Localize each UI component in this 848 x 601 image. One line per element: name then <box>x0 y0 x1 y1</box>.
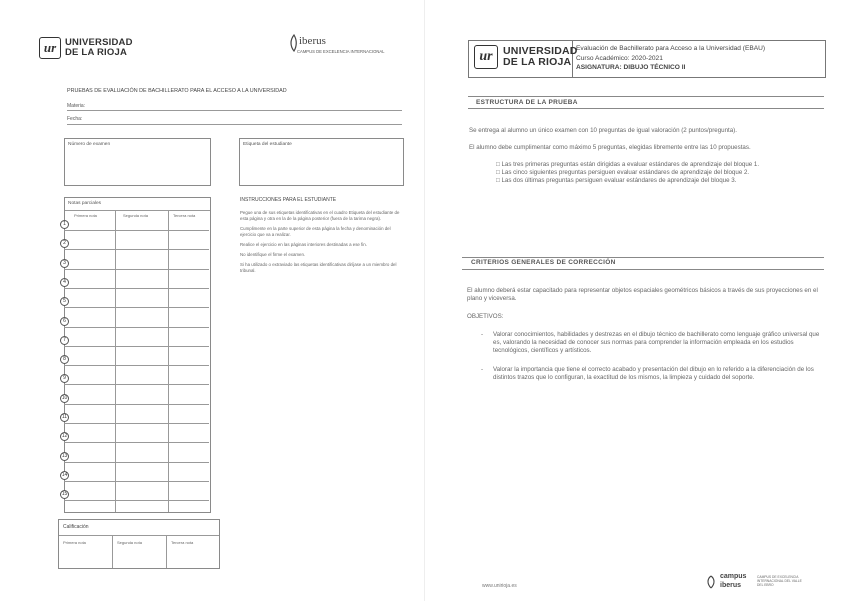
exam-number-label: Número de examen <box>68 142 111 147</box>
objective-text: Valorar la importancia que tiene el correcto acabado y presentación del dibujo en lo referido a la diferenciación de los distintos trazos que lo configuran, la exactitud de los mismos, la limpieza y cuidado del soporte. <box>493 366 814 381</box>
section1-rule-bottom <box>468 108 824 109</box>
header-subject: ASIGNATURA: DIBUJO TÉCNICO II <box>576 64 686 71</box>
question-number-circle: 13 <box>61 452 68 459</box>
question-number-circle: 7 <box>60 336 69 345</box>
question-number-circle: 15 <box>61 491 68 498</box>
bullet-marker: □ <box>496 177 502 184</box>
bullet-text: Las dos últimas preguntas persiguen evaluar estándares de aprendizaje del bloque 3. <box>501 177 737 184</box>
campus-swirl-icon <box>705 575 717 589</box>
grade-row-line <box>64 481 209 482</box>
instruction-item: No identifique el firme el examen. <box>240 252 306 257</box>
grade-row-line <box>64 288 209 289</box>
field-fecha-line <box>67 124 402 125</box>
col-second-header: Segunda nota <box>123 213 148 218</box>
student-label-title: Etiqueta del estudiante <box>243 142 292 147</box>
page-fold <box>424 0 425 601</box>
section2-rule-top <box>462 257 824 258</box>
objective-item-1 <box>481 331 821 355</box>
objective-item-2 <box>481 366 821 382</box>
question-number-circle: 1 <box>60 220 69 229</box>
question-number-circle: 9 <box>60 374 69 383</box>
campus-description: CAMPUS DE EXCELENCIA INTERNACIONAL DEL VALLE DEL EBRO <box>757 575 802 588</box>
university-name-line2: DE LA RIOJA <box>65 46 128 58</box>
section1-paragraph1: Se entrega al alumno un único examen con 10 preguntas de igual valoración (2 puntos/pregunta). <box>469 127 737 134</box>
objective-dash: - <box>481 331 484 338</box>
grade-row-line <box>64 442 209 443</box>
header-info <box>576 44 765 73</box>
grade-row-line <box>64 365 209 366</box>
final-second-label: Segunda nota <box>117 540 142 545</box>
bullet-item <box>496 161 759 169</box>
bullet-marker: □ <box>496 161 502 168</box>
col-divider-2 <box>168 210 169 512</box>
grade-row-line <box>64 462 209 463</box>
right-university-name <box>503 46 578 68</box>
grade-row-line <box>64 346 209 347</box>
question-number-circle: 11 <box>61 414 68 420</box>
final-first-label: Primera nota <box>63 540 86 545</box>
partial-grades-divider <box>65 210 210 211</box>
final-grade-divider <box>59 535 219 536</box>
bullet-item <box>496 177 759 185</box>
field-fecha-label: Fecha: <box>67 116 83 122</box>
col-third-header: Tercera nota <box>173 213 196 218</box>
instructions-list <box>240 210 400 278</box>
right-university-logo-mark: ur <box>474 45 498 69</box>
question-number-circle: 10 <box>61 394 68 401</box>
student-label-box[interactable] <box>239 138 404 186</box>
grade-row-line <box>64 404 209 405</box>
final-grade-box <box>58 519 220 569</box>
instruction-item: Pegue una de sus etiquetas identificativas en el cuadro Etiqueta del estudiante de esta página y otra en la de la página posterior (fuera de la tarima negra). <box>240 210 400 221</box>
section2-paragraph1: El alumno deberá estar capacitado para representar objetos espaciales geométricos básicos a través de sus proyecciones en el plano y viceversa. <box>467 287 818 302</box>
section2-title: CRITERIOS GENERALES DE CORRECCIÓN <box>471 259 616 266</box>
iberus-word: iberus <box>720 582 742 589</box>
grade-row-line <box>64 307 209 308</box>
bullet-item <box>496 169 759 177</box>
section1-paragraph2: El alumno debe cumplimentar como máximo 5 preguntas, elegidas libremente entre las 10 propuestas. <box>469 144 751 151</box>
section1-title: ESTRUCTURA DE LA PRUEBA <box>476 99 578 106</box>
university-logo-mark: ur <box>39 37 61 59</box>
header-title: Evaluación de Bachillerato para Acceso a la Universidad (EBAU) <box>576 45 766 52</box>
bullet-marker: □ <box>496 169 502 176</box>
grade-row-line <box>64 249 209 250</box>
final-col-divider-1 <box>112 535 113 568</box>
instruction-item: Realice el ejercicio en las páginas interiores destinadas a ese fin. <box>240 242 367 247</box>
bullet-text: Las tres primeras preguntas están dirigidas a evaluar estándares de aprendizaje del bloque 1. <box>501 161 760 168</box>
field-materia-line <box>67 110 402 111</box>
objective-dash: - <box>481 366 484 373</box>
header-course: Curso Académico: 2020-2021 <box>576 54 663 62</box>
section1-bullets <box>496 161 759 185</box>
grade-row-line <box>64 384 209 385</box>
col-first-header: Primera nota <box>74 213 97 218</box>
grade-row-line <box>64 230 209 231</box>
question-number-circle: 2 <box>60 239 69 248</box>
exam-heading: PRUEBAS DE EVALUACIÓN DE BACHILLERATO PARA EL ACCESO A LA UNIVERSIDAD <box>67 88 287 94</box>
grade-row-line <box>64 269 209 270</box>
campus-word: campus <box>720 573 747 580</box>
iberus-logo <box>289 32 409 60</box>
partial-grades-table <box>64 197 211 513</box>
col-divider-1 <box>115 210 116 512</box>
question-number-circle: 14 <box>61 471 68 478</box>
right-university-line2: DE LA RIOJA <box>503 56 572 69</box>
partial-grades-title: Notas parciales <box>68 201 102 206</box>
question-number-circle: 5 <box>60 297 69 306</box>
question-number-circle: 8 <box>60 355 69 364</box>
iberus-subtitle: CAMPUS DE EXCELENCIA INTERNACIONAL <box>297 49 385 54</box>
instructions-title: INSTRUCCIONES PARA EL ESTUDIANTE <box>240 197 337 203</box>
question-number-circle: 4 <box>60 278 69 287</box>
objective-text: Valorar conocimientos, habilidades y destrezas en el dibujo técnico de bachillerato como lenguaje gráfico universal que es, valorando la necesidad de conocer sus normas para comprender la información empleada en los estudios tecnológicos, científicos y artísticos. <box>493 331 820 354</box>
footer-url[interactable]: www.unirioja.es <box>482 583 517 589</box>
final-col-divider-2 <box>166 535 167 568</box>
final-grade-title: Calificación <box>63 524 89 530</box>
university-name-line1: UNIVERSIDAD <box>65 37 133 48</box>
exam-number-box[interactable] <box>64 138 211 186</box>
section2-rule-bottom <box>462 269 824 270</box>
university-name <box>65 38 133 58</box>
objectives-label: OBJETIVOS: <box>467 313 504 320</box>
section1-rule-top <box>468 96 824 97</box>
iberus-name: iberus <box>299 35 326 47</box>
bullet-text: Las cinco siguientes preguntas persiguen evaluar estándares de aprendizaje del bloque 2. <box>501 169 750 176</box>
question-number-circle: 3 <box>60 259 69 268</box>
final-third-label: Tercera nota <box>171 540 194 545</box>
grade-row-line <box>64 327 209 328</box>
instruction-item: Cumplimente en la parte superior de esta página la fecha y denominación del ejercicio que va a realizar. <box>240 226 391 237</box>
question-number-circle: 6 <box>60 317 69 326</box>
field-materia-label: Materia: <box>67 103 86 109</box>
footer-campus-logo <box>705 573 825 595</box>
instruction-item: Si ha utilizado o extraviado las etiquetas identificativas diríjase a un miembro del tribunal. <box>240 262 397 273</box>
grade-row-line <box>64 423 209 424</box>
grade-row-line <box>64 500 209 501</box>
question-number-circle: 12 <box>61 433 68 440</box>
right-university-line1: UNIVERSIDAD <box>503 45 578 57</box>
